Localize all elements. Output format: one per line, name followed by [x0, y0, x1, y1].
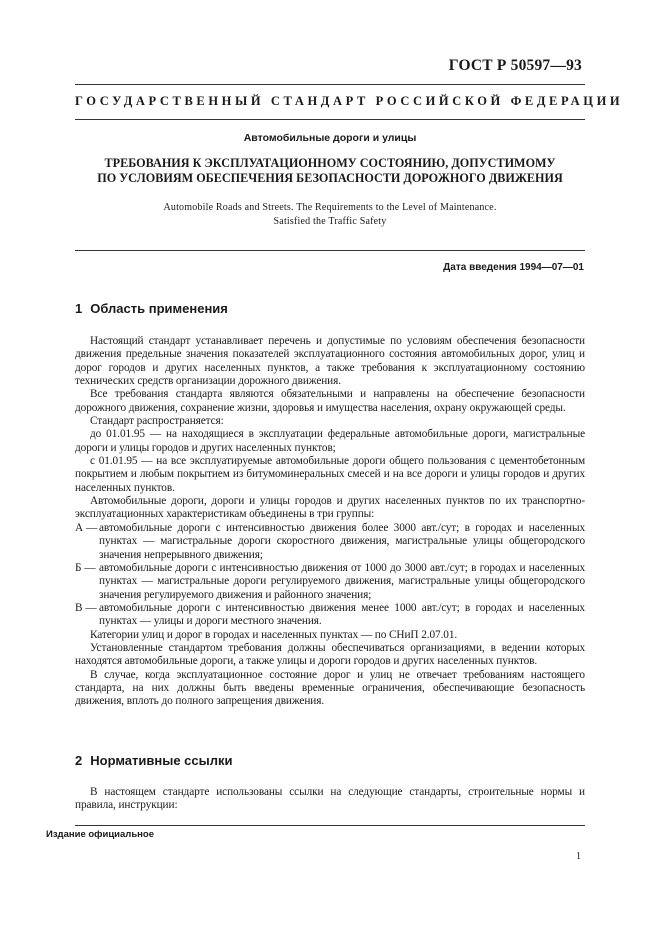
paragraph: с 01.01.95 — на все эксплуатируемые автомобильные дороги общего пользования с цементобетонным покрытием и любым покрытием из битумоминеральных смесей и на все дороги и улицы городов и других населенных пунктов. [75, 455, 585, 494]
paragraph: до 01.01.95 — на находящиеся в эксплуатации федеральные автомобильные дороги, магистральные дороги и улицы городов и других населенных пунктов; [75, 428, 585, 454]
group-item-b [75, 562, 585, 602]
english-title [75, 201, 585, 229]
paragraph: Стандарт распространяется: [90, 415, 224, 428]
group-label: А — [75, 521, 98, 534]
section-1-heading [75, 301, 228, 316]
paragraph: Автомобильные дороги, дороги и улицы городов и других населенных пунктов по их транспортно-эксплуатационных характеристикам объединены в три группы: [75, 495, 585, 521]
footer-rule [75, 825, 585, 826]
page-number: 1 [576, 851, 581, 862]
section-2-body [75, 786, 585, 813]
official-edition-label: Издание официальное [46, 829, 154, 840]
paragraph: В настоящем стандарте использованы ссылки на следующие стандарты, строительные нормы и правила, инструкции: [75, 786, 585, 812]
section-1-title: Область применения [90, 301, 228, 316]
group-label: Б — [75, 561, 96, 574]
group-text: автомобильные дороги с интенсивностью движения более 3000 авт./сут; в городах и населенных пунктах — магистральные дороги скоростного движения, магистральные улицы общегородского значения непрерывного движения; [99, 521, 585, 561]
document-subject: Автомобильные дороги и улицы [243, 132, 417, 144]
section-2-heading [75, 753, 232, 768]
header-top-rule [75, 84, 585, 85]
group-label: В — [75, 601, 97, 614]
title-line-1: ТРЕБОВАНИЯ К ЭКСПЛУАТАЦИОННОМУ СОСТОЯНИЮ, ДОПУСТИМОМУ [104, 156, 556, 170]
group-text: автомобильные дороги с интенсивностью движения менее 1000 авт./сут; в городах и населенных пунктах — улицы и дороги местного значения. [99, 601, 585, 628]
paragraph: Установленные стандартом требования должны обеспечиваться организациями, в ведении которых находятся автомобильные дороги, а также улицы и дороги городов и других населенных пунктов. [75, 641, 585, 668]
paragraph: Категории улиц и дорог в городах и населенных пунктах — по СНиП 2.07.01. [90, 628, 458, 641]
title-divider [75, 250, 585, 251]
paragraph: Настоящий стандарт устанавливает перечень и допустимые по условиям обеспечения безопасности движения предельные значения показателей эксплуатационного состояния автомобильных дорог, улиц и дорог городов и других населенных пунктов, а также требования к эксплуатационному состоянию технических средств организации дорожного движения. [75, 335, 585, 388]
authority-banner: ГОСУДАРСТВЕННЫЙ СТАНДАРТ РОССИЙСКОЙ ФЕДЕРАЦИИ [75, 94, 624, 108]
header-bottom-rule [75, 119, 585, 120]
introduction-date: Дата введения 1994—07—01 [443, 262, 584, 273]
english-title-line-2: Satisfied the Traffic Safety [273, 216, 387, 227]
group-item-a [75, 522, 585, 562]
section-2-number: 2 [75, 753, 83, 768]
document-title [75, 156, 585, 186]
section-1-number: 1 [75, 301, 83, 316]
group-text: автомобильные дороги с интенсивностью движения от 1000 до 3000 авт./сут; в городах и населенных пунктах — магистральные дороги регулируемого движения, магистральные улицы общегородского значения регулируемого движения и районного значения; [99, 561, 585, 601]
paragraph: В случае, когда эксплуатационное состояние дорог и улиц не отвечает требованиям настоящего стандарта, на них должны быть введены временные ограничения, обеспечивающие безопасность движения, вплоть до полного запрещения движения. [75, 668, 585, 708]
section-1-body [75, 335, 585, 709]
group-item-v [75, 602, 585, 629]
section-2-title: Нормативные ссылки [90, 753, 233, 768]
english-title-line-1: Automobile Roads and Streets. The Requirements to the Level of Maintenance. [163, 202, 497, 213]
paragraph: Все требования стандарта являются обязательными и направлены на обеспечение безопасности дорожного движения, сохранение жизни, здоровья и имущества населения, охрану окружающей среды. [75, 388, 585, 414]
title-line-2: ПО УСЛОВИЯМ ОБЕСПЕЧЕНИЯ БЕЗОПАСНОСТИ ДОРОЖНОГО ДВИЖЕНИЯ [97, 171, 563, 185]
document-code: ГОСТ Р 50597—93 [448, 57, 582, 74]
